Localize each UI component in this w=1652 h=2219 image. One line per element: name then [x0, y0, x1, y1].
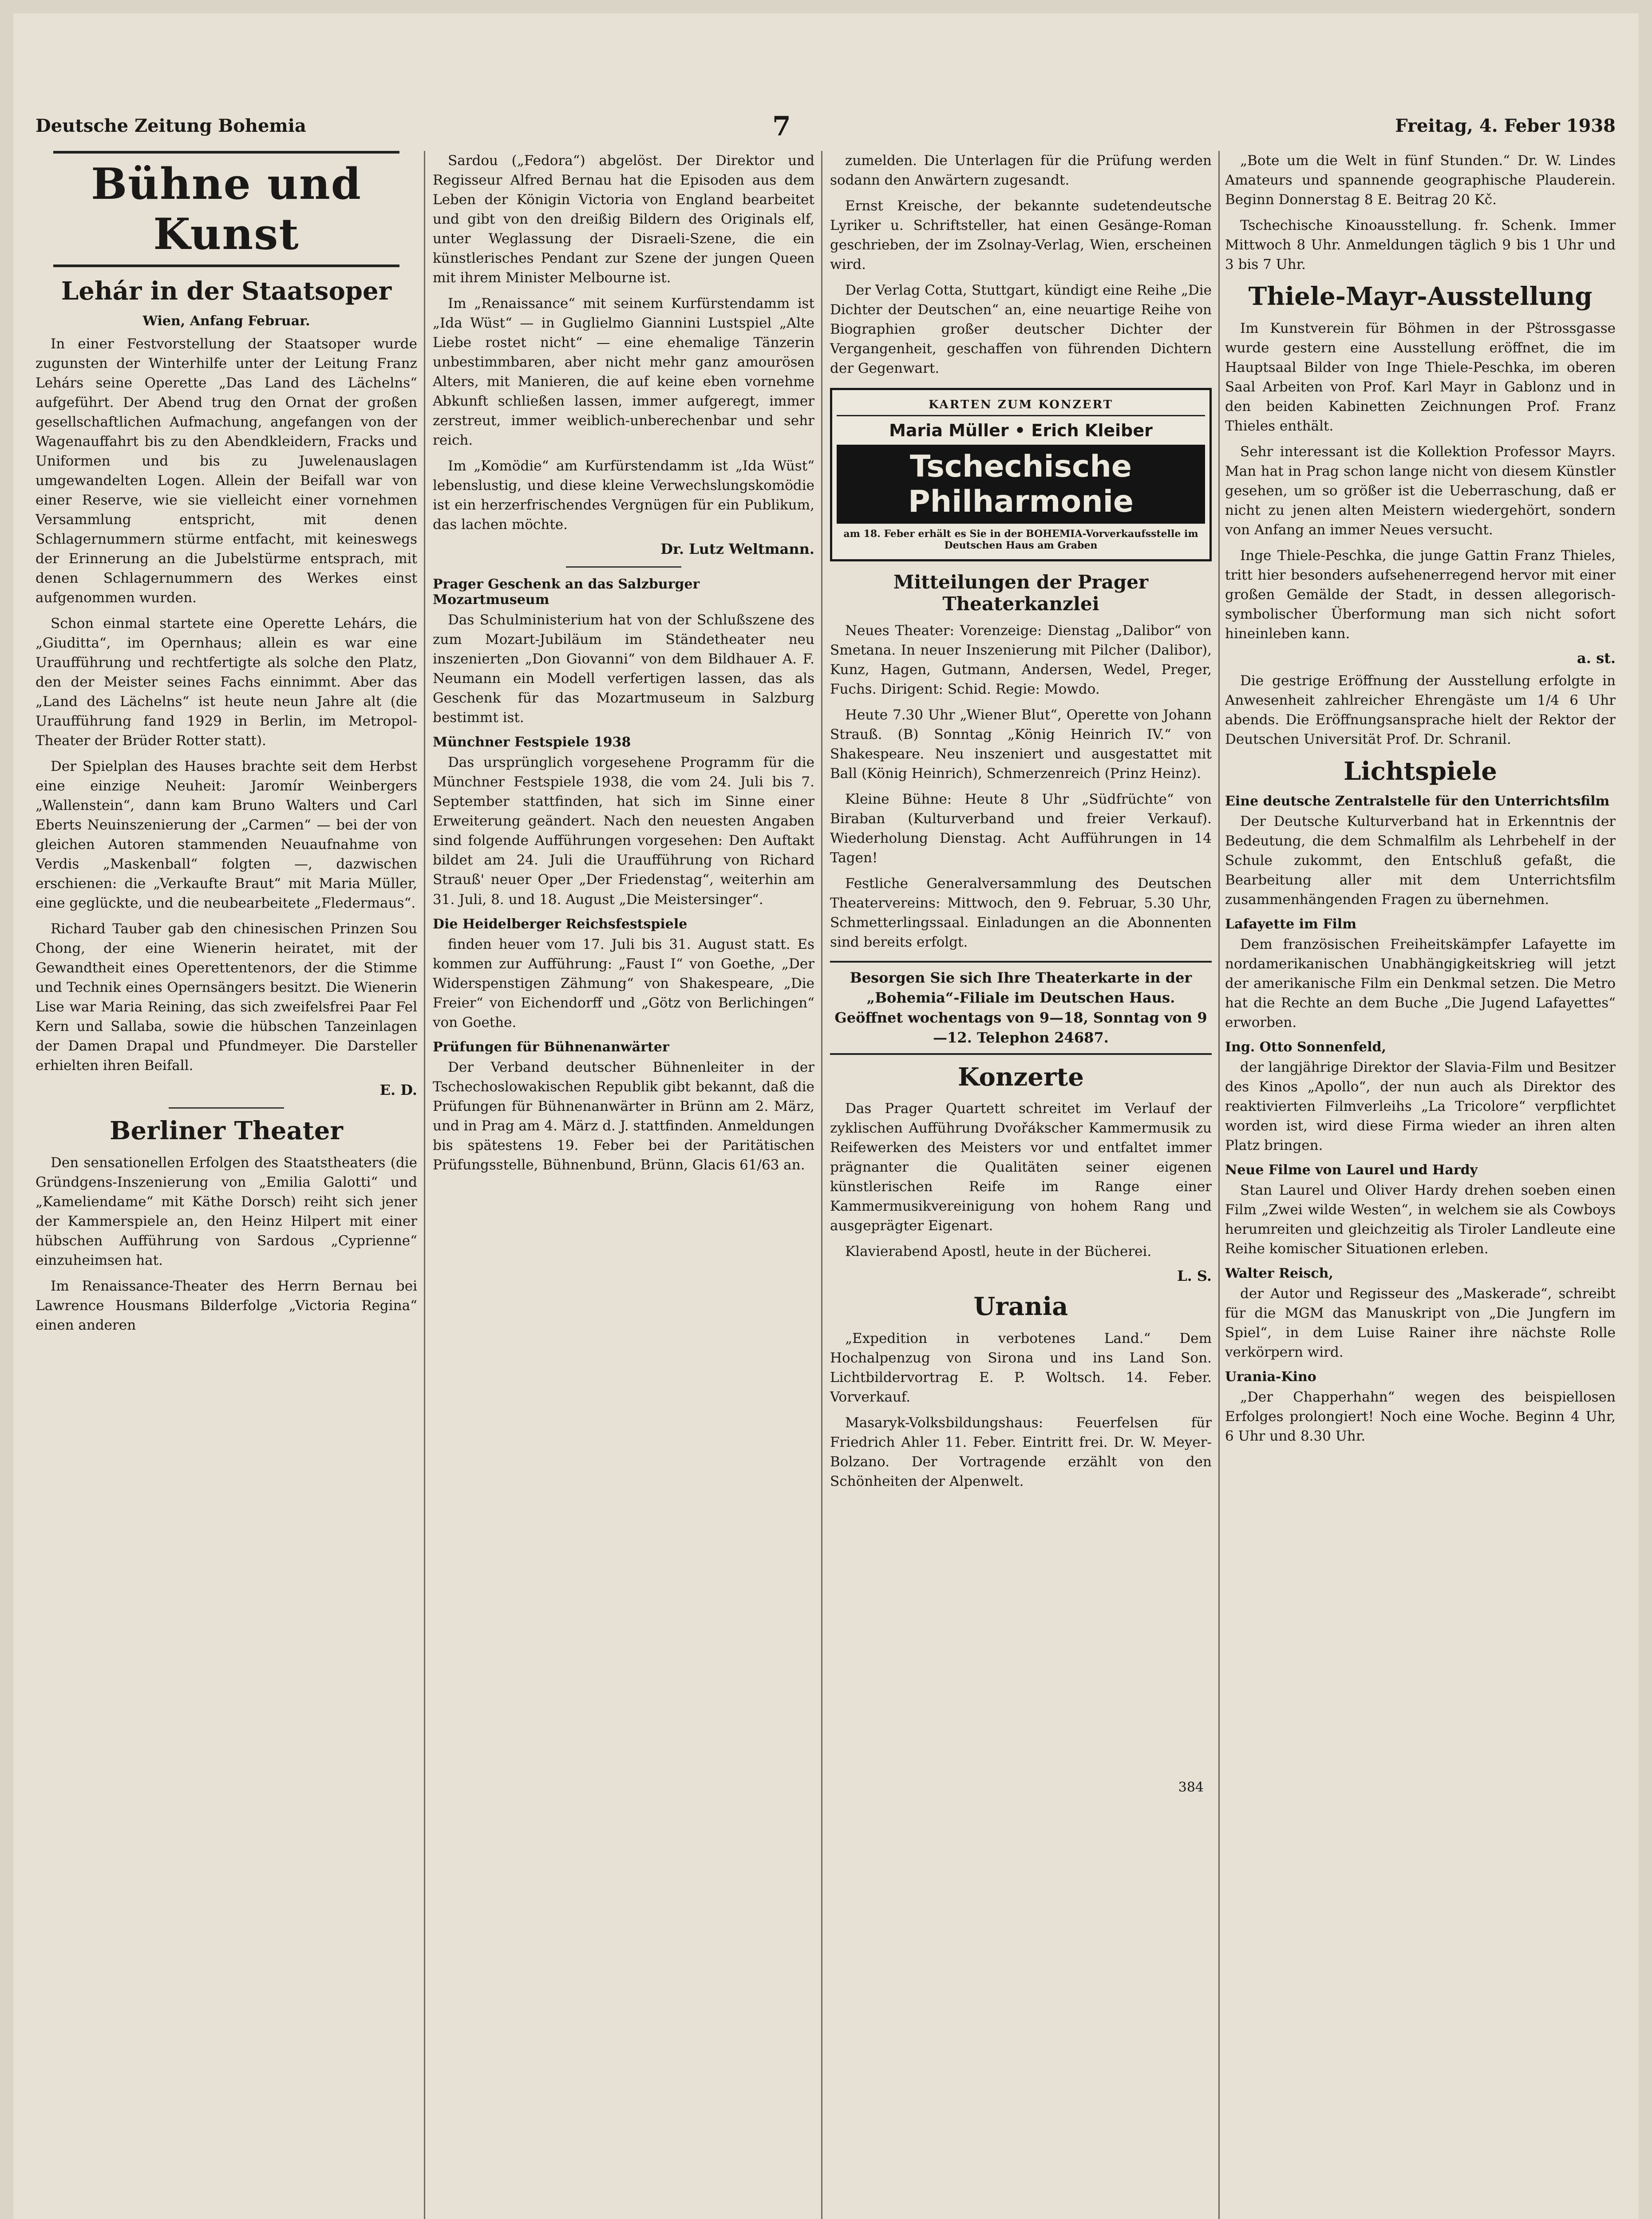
paragraph: Klavierabend Apostl, heute in der Bücherei. [845, 1244, 1152, 1260]
paragraph: Heute 7.30 Uhr „Wiener Blut“, Operette von Johann Strauß. (B) Sonntag „König Heinrich IV.“ von Shakespeare. Neu inszeniert und ausgestattet mit Ball (König Heinrich), Schmerzenreich (Prinz Heinz). [830, 707, 1212, 782]
news-heading: Die Heidelberger Reichsfestspiele [433, 916, 688, 932]
byline: a. st. [1577, 649, 1616, 667]
paragraph: Inge Thiele-Peschka, die junge Gattin Franz Thieles, tritt hier besonders aufsehenerregend hervor mit einer großen Gemälde der Stadt, in dessen allegorisch-symbolischer Überformung man sich nicht sofort hineinleben kann. [1225, 547, 1616, 642]
article-title: Berliner Theater [110, 1116, 343, 1146]
section-title: Konzerte [958, 1062, 1084, 1092]
news-heading: Walter Reisch, [1225, 1265, 1333, 1281]
column-2 [433, 151, 814, 2219]
concert-advertisement [830, 388, 1212, 561]
ad-orchestra: Tschechische Philharmonie [837, 445, 1205, 524]
page-header [36, 107, 1616, 146]
paragraph: finden heuer vom 17. Juli bis 31. August statt. Es kommen zur Aufführung: „Faust I“ von Goethe, „Der Widerspenstigen Zähmung“ von Shakespeare, „Die Freier“ von Eichendorff und „Götz von Berlichingen“ von Goethe. [433, 936, 814, 1031]
paragraph: Im Renaissance-Theater des Herrn Bernau bei Lawrence Housmans Bilderfolge „Victoria Regina“ einen anderen [36, 1278, 417, 1333]
paragraph: Richard Tauber gab den chinesischen Prinzen Sou Chong, der eine Wienerin heiratet, mit der Gewandtheit eines Operettentenors, der die Stimme und Technik eines Opernsängers besitzt. Die Wienerin Lise war Maria Reining, das sich zweifelsfrei Paar Fel Kern und Sallaba, sowie die hübschen Tanzeinlagen der Damen Drapal und Pfundmeyer. Die Darsteller erhielten ihren Beifall. [36, 921, 417, 1074]
separator [169, 1107, 284, 1109]
news-heading: Lafayette im Film [1225, 916, 1357, 932]
paragraph: Das Prager Quartett schreitet im Verlauf der zyklischen Aufführung Dvořákscher Kammermusik zu Reifewerken des Meisters vor und entfaltet immer prägnanter die Qualitäten seiner eigenen künstlerischen Reife im Range einer Kammermusikvereinigung von hohem Rang und ausgeprägter Eigenart. [830, 1101, 1212, 1234]
column-rule [821, 151, 822, 2219]
column-3 [830, 151, 1212, 2219]
article-title: Lehár in der Staatsoper [61, 276, 392, 306]
news-heading: Münchner Festspiele 1938 [433, 734, 631, 750]
paragraph: „Bote um die Welt in fünf Stunden.“ Dr. W. Lindes Amateurs und spannende geographische Plauderein. Beginn Donnerstag 8 E. Beitrag 20 Kč. [1225, 153, 1616, 208]
paragraph: Die gestrige Eröffnung der Ausstellung erfolgte in Anwesenheit zahlreicher Ehrengäste um 1/4 6 Uhr abends. Die Eröffnungsansprache hielt der Rektor der Deutschen Universität Prof. Dr. Schranil. [1225, 672, 1616, 747]
separator [566, 566, 681, 568]
paragraph: Neues Theater: Vorenzeige: Dienstag „Dalibor“ von Smetana. In neuer Inszenierung mit Pilcher (Dalibor), Kunz, Hagen, Gutmann, Andersen, Wedel, Preger, Fuchs. Dirigent: Schid. Regie: Mowdo. [830, 623, 1212, 698]
paragraph: Das ursprünglich vorgesehene Programm für die Münchner Festspiele 1938, die vom 24. Juli bis 7. September stattfinden, hat sich im Sinne einer Erweiterung geändert. Nach den neuesten Angaben sind folgende Aufführungen vorgesehen: Den Auftakt bildet am 24. Juli die Uraufführung von Richard Strauß' neuer Oper „Der Friedenstag“, weiterhin am 31. Juli, 8. und 18. August „Die Meistersinger“. [433, 754, 814, 908]
issue-date: Freitag, 4. Feber 1938 [1395, 115, 1616, 136]
paragraph: Kleine Bühne: Heute 8 Uhr „Südfrüchte“ von Biraban (Kulturverband und freier Verkauf). Wiederholung Dienstag. Acht Aufführungen in 14 Tagen! [830, 791, 1212, 866]
paragraph: Der Verband deutscher Bühnenleiter in der Tschechoslowakischen Republik gibt bekannt, daß die Prüfungen für Bühnenanwärter in Brünn am 2. März, und in Prag am 4. März d. J. stattfinden. Anmeldungen bis spätestens 19. Feber bei der Paritätischen Prüfungsstelle, Bühnenbund, Brünn, Glacis 61/63 an. [433, 1059, 814, 1173]
byline: Dr. Lutz Weltmann. [660, 541, 814, 558]
paragraph: Masaryk-Volksbildungshaus: Feuerfelsen für Friedrich Ahler 11. Feber. Eintritt frei. Dr. W. Meyer-Bolzano. Der Vortragende erzählt von den Schönheiten der Alpenwelt. [830, 1414, 1212, 1490]
column-1 [36, 151, 417, 2219]
section-masthead: Bühne und Kunst [53, 151, 399, 267]
paragraph: In einer Festvorstellung der Staatsoper wurde zugunsten der Winterhilfe unter der Leitung Franz Lehárs seine Operette „Das Land des Lächelns“ aufgeführt. Der Abend trug den Ornat der großen gesellschaftlichen Aufmachung, angefangen von der Wagenauffahrt bis zu den Abendkleidern, Fracks und Uniformen und bis zu Juwelenauslagen umgewandelten Logen. Allein der Beifall war von einer Reserve, wie sie vielleicht einer vornehmen Versammlung entspricht, mit denen Schlagernummern stürme entfacht, mit keineswegs der Erinnerung an die Jubelstürme entsprach, mit denen Schlagernummern des Werkes einst aufgenommen wurden. [36, 336, 417, 606]
news-heading: Urania-Kino [1225, 1369, 1316, 1385]
dateline: Wien, Anfang Februar. [142, 313, 310, 329]
ad-details: am 18. Feber erhält es Sie in der BOHEMIA-Vorverkaufsstelle im Deutschen Haus am Graben [843, 528, 1198, 552]
news-heading: Eine deutsche Zentralstelle für den Unterrichtsfilm [1225, 793, 1610, 809]
paragraph: Im Kunstverein für Böhmen in der Pštrossgasse wurde gestern eine Ausstellung eröffnet, die im Hauptsaal Bilder von Inge Thiele-Peschka, im oberen Saal Arbeiten von Prof. Karl Mayr in Gablonz und in den beiden Kabinetten Zeichnungen Prof. Franz Thieles enthält. [1225, 320, 1616, 434]
paragraph: Ernst Kreische, der bekannte sudetendeutsche Lyriker u. Schriftsteller, hat einen Gesänge-Roman geschrieben, der im Zsolnay-Verlag, Wien, erscheinen wird. [830, 198, 1212, 273]
paragraph: der Autor und Regisseur des „Maskerade“, schreibt für die MGM das Manuskript von „Die Jungfern im Spiel“, in dem Luise Rainer ihre nächste Rolle verkörpern wird. [1225, 1285, 1616, 1360]
column-page-note: 384 [1178, 1780, 1204, 1795]
byline: E. D. [379, 1082, 417, 1099]
page-number: 7 [772, 111, 791, 142]
paragraph: Der Deutsche Kulturverband hat in Erkenntnis der Bedeutung, die dem Schmalfilm als Lehrbehelf in der Schule zukommt, den Entschluß gefaßt, die Bearbeitung aller mit dem Unterrichtsfilm zusammenhängenden Fragen zu übernehmen. [1225, 813, 1616, 908]
paragraph: Schon einmal startete eine Operette Lehárs, die „Giuditta“, im Opernhaus; allein es war eine Uraufführung und rechtfertigte als solche den Platz, den der Meister seines Fachs einnimmt. Aber das „Land des Lächelns“ ist heute neun Jahre alt (die Uraufführung fand 1929 in Berlin, im Metropol-Theater der Brüder Rotter statt). [36, 615, 417, 749]
column-4 [1225, 151, 1616, 2219]
column-rule [424, 151, 425, 2219]
paragraph: der langjährige Direktor der Slavia-Film und Besitzer des Kinos „Apollo“, der nun auch als Direktor des reaktivierten Filmverleihs „La Tricolore“ verpflichtet worden ist, wird diese Firma wieder an ihren alten Platz bringen. [1225, 1059, 1616, 1153]
paragraph: Stan Laurel und Oliver Hardy drehen soeben einen Film „Zwei wilde Westen“, in welchem sie als Cowboys herumreiten und gleichzeitig als Tiroler Landleute eine Reihe komischer Situationen erleben. [1225, 1182, 1616, 1257]
paragraph: „Der Chapperhahn“ wegen des beispiellosen Erfolges prolongiert! Noch eine Woche. Beginn 4 Uhr, 6 Uhr und 8.30 Uhr. [1225, 1389, 1616, 1444]
paragraph: Dem französischen Freiheitskämpfer Lafayette im nordamerikanischen Unabhängigkeitskrieg will jetzt der amerikanische Film ein Denkmal setzen. Die Metro hat die Rechte an dem Buche „Die Jugend Lafayettes“ erworben. [1225, 936, 1616, 1031]
ticket-notice: Besorgen Sie sich Ihre Theaterkarte in der „Bohemia“-Filiale im Deutschen Haus. Geöffnet wochentags von 9—18, Sonntag von 9—12. Telephon 24687. [830, 961, 1212, 1054]
newspaper-name: Deutsche Zeitung Bohemia [36, 115, 306, 136]
section-title: Urania [973, 1292, 1068, 1322]
news-heading: Neue Filme von Laurel und Hardy [1225, 1162, 1478, 1178]
section-title: Thiele-Mayr-Ausstellung [1248, 282, 1593, 312]
paragraph: zumelden. Die Unterlagen für die Prüfung werden sodann den Anwärtern zugesandt. [830, 153, 1212, 189]
paragraph: „Expedition in verbotenes Land.“ Dem Hochalpenzug von Sirona und ins Land Son. Lichtbildervortrag E. P. Woltsch. 14. Feber. Vorverkauf. [830, 1330, 1212, 1405]
paragraph: Im „Renaissance“ mit seinem Kurfürstendamm ist „Ida Wüst“ — in Guglielmo Giannini Lustspiel „Alte Liebe rostet nicht“ — eine ehemalige Tänzerin unbestimmbaren, aber nicht mehr ganz amourösen Alters, mit Manieren, die auf keine eben vornehme Abkunft schließen lassen, immer aufgeregt, immer zerstreut, immer weiblich-unberechenbar und sehr reich. [433, 296, 814, 449]
paragraph: Das Schulministerium hat von der Schlußszene des zum Mozart-Jubiläum im Ständetheater neu inszenierten „Don Giovanni“ von dem Bildhauer A. F. Neumann ein Modell verfertigen lassen, das als Geschenk für das Mozartmuseum in Salzburg bestimmt ist. [433, 612, 814, 726]
byline: L. S. [1177, 1267, 1212, 1285]
paragraph: Den sensationellen Erfolgen des Staatstheaters (die Gründgens-Inszenierung von „Emilia Galotti“ und „Kameliendame“ mit Käthe Dorsch) reiht sich jener der Kammerspiele an, den Heinz Hilpert mit einer hübschen Aufführung von Sardous „Cyprienne“ einzuheimsen hat. [36, 1154, 417, 1268]
section-title: Lichtspiele [1344, 757, 1497, 786]
paragraph: Im „Komödie“ am Kurfürstendamm ist „Ida Wüst“ lebenslustig, und diese kleine Verwechslungskomödie ist ein herzerfrischendes Vergnügen für ein Publikum, das lachen möchte. [433, 458, 814, 533]
section-title: Mitteilungen der Prager Theaterkanzlei [893, 571, 1149, 615]
paragraph: Sardou („Fedora“) abgelöst. Der Direktor und Regisseur Alfred Bernau hat die Episoden aus dem Leben der Königin Victoria von England bearbeitet und gibt von den dreißig Bildern des Originals elf, unter Weglassung der Disraeli-Szene, die ein künstlerisches Pendant zur Szene der jungen Queen mit ihrem Minister Melbourne ist. [433, 153, 814, 286]
paragraph: Tschechische Kinoausstellung. fr. Schenk. Immer Mittwoch 8 Uhr. Anmeldungen täglich 9 bis 1 Uhr und 3 bis 7 Uhr. [1225, 217, 1616, 273]
ad-performers: Maria Müller • Erich Kleiber [889, 421, 1153, 441]
paragraph: Sehr interessant ist die Kollektion Professor Mayrs. Man hat in Prag schon lange nicht von diesem Künstler gesehen, um so größer ist die Ueberraschung, daß er nicht zu jenen alten Meistern wiedergehört, sondern von Anfang an immer Neues versucht. [1225, 443, 1616, 538]
paragraph: Der Spielplan des Hauses brachte seit dem Herbst eine einzige Neuheit: Jaromír Weinbergers „Wallenstein“, dann kam Bruno Walters und Carl Eberts Neuinszenierung der „Carmen“ — bei der von gleichen Autoren stammenden Neuaufnahme von Verdis „Maskenball“ folgten —, dazwischen erschienen: die „Verkaufte Braut“ mit Maria Müller, eine geglückte, und die neubearbeitete „Fledermaus“. [36, 758, 417, 912]
paragraph: Festliche Generalversammlung des Deutschen Theatervereins: Mittwoch, den 9. Februar, 5.30 Uhr, Schmetterlingssaal. Einladungen an die Abonnenten sind bereits erfolgt. [830, 876, 1212, 951]
news-heading: Prager Geschenk an das Salzburger Mozartmuseum [433, 576, 700, 608]
news-heading: Ing. Otto Sonnenfeld, [1225, 1039, 1387, 1055]
paragraph: Der Verlag Cotta, Stuttgart, kündigt eine Reihe „Die Dichter der Deutschen“ an, eine neuartige Reihe von Biographien großer deutscher Dichter der Vergangenheit, geschaffen von führenden Dichtern der Gegenwart. [830, 282, 1212, 377]
column-rule [1218, 151, 1220, 2219]
news-heading: Prüfungen für Bühnenanwärter [433, 1039, 669, 1055]
ad-heading: KARTEN ZUM KONZERT [837, 398, 1205, 416]
